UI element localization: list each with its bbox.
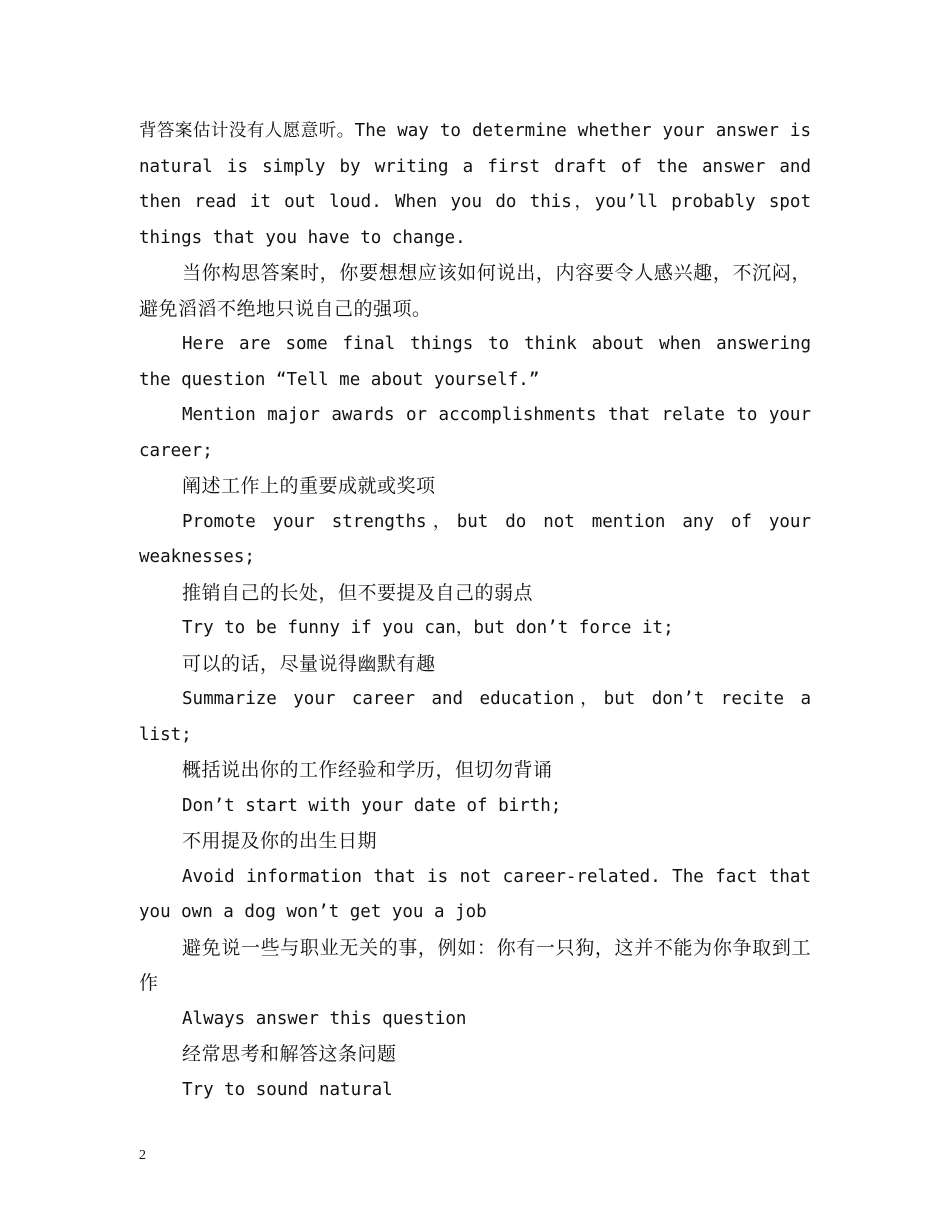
paragraph-cn-summarize: 概括说出你的工作经验和学历，但切勿背诵: [182, 759, 553, 781]
paragraph-cn-awards: 阐述工作上的重要成就或奖项: [182, 475, 436, 497]
paragraph-cn-answer-tips: 当你构思答案时，你要想想应该如何说出，内容要令人感兴趣，不沉闷，避免滔滔不绝地只说自己的强项。: [139, 262, 811, 320]
paragraph-awards: Mention major awards or accomplishments that relate to your career;: [139, 405, 811, 461]
paragraph-cn-date-of-birth: 不用提及你的出生日期: [182, 830, 378, 852]
paragraph-always-answer: Always answer this question: [182, 1008, 467, 1029]
paragraph-cn-avoid-info: 避免说一些与职业无关的事，例如：你有一只狗，这并不能为你争取到工作: [139, 936, 811, 994]
paragraph-funny: Try to be funny if you can，but don’t force it;: [182, 618, 674, 638]
paragraph-cn-funny: 可以的话，尽量说得幽默有趣: [182, 652, 436, 675]
paragraph-avoid-info: Avoid information that is not career-related. The fact that you own a dog won’t get you a job: [139, 866, 811, 922]
paragraph-date-of-birth: Don’t start with your date of birth;: [182, 795, 562, 816]
paragraph-sound-natural: Try to sound natural: [182, 1079, 393, 1100]
paragraph-intro: 背答案估计没有人愿意听。The way to determine whether your answer is natural is simply by writing a first draft of the answer and then read it out loud. When you do this，you’ll probably spot things that you have to change.: [139, 121, 811, 248]
paragraph-strengths: Promote your strengths，but do not mention any of your weaknesses;: [139, 511, 811, 567]
paragraph-final-things: Here are some final things to think about when answering the question “Tell me about yourself.”: [139, 334, 811, 390]
paragraph-cn-strengths: 推销自己的长处，但不要提及自己的弱点: [182, 581, 534, 604]
page-number: 2: [139, 1148, 146, 1163]
document-body: [139, 114, 811, 1108]
paragraph-summarize: Summarize your career and education，but don’t recite a list;: [139, 689, 811, 745]
paragraph-cn-always-answer: 经常思考和解答这条问题: [182, 1043, 397, 1065]
